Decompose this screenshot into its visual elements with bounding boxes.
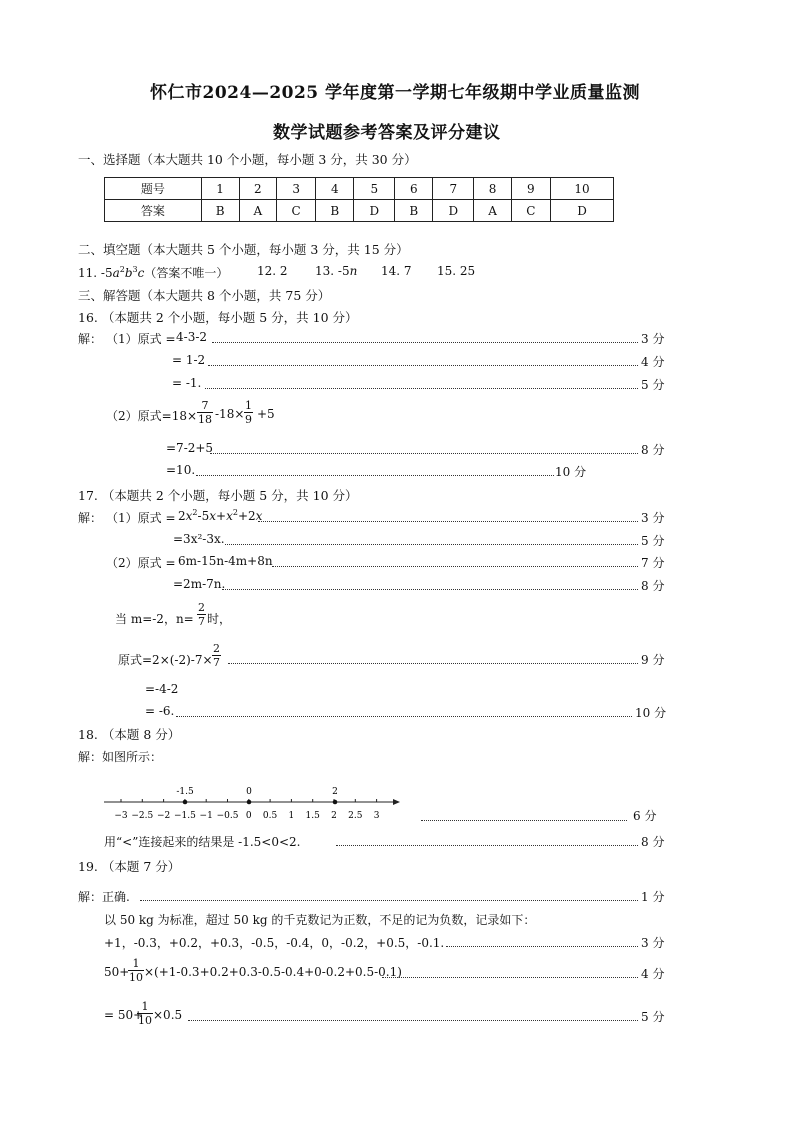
points-label: 1 分 xyxy=(641,890,665,904)
table-cell: B xyxy=(395,200,433,222)
number-line xyxy=(100,782,410,824)
table-cell: B xyxy=(316,200,354,222)
q17-p1-label: （1）原式 = xyxy=(106,511,176,525)
fraction-denominator: 10 xyxy=(138,1014,152,1027)
table-row xyxy=(105,200,614,222)
fraction xyxy=(244,400,253,425)
answer-11-note: （答案不唯一） xyxy=(144,266,229,280)
fraction xyxy=(137,1001,153,1026)
table-cell: 1 xyxy=(201,178,239,200)
table-cell: 8 xyxy=(474,178,511,200)
point-marker xyxy=(247,800,252,805)
leader-dots xyxy=(188,1020,638,1021)
fraction-numerator: 1 xyxy=(245,399,252,412)
q17-condition: 当 m=-2，n= xyxy=(115,612,194,626)
q17-substitute: 原式=2×(-2)-7× xyxy=(118,653,213,667)
q16-p1-line2: = 1-2 xyxy=(172,353,206,367)
point-marker xyxy=(333,800,338,805)
section-1-heading: 一、选择题（本大题共 10 个小题，每小题 3 分，共 30 分） xyxy=(78,152,417,167)
point-label: -1.5 xyxy=(176,787,194,797)
q16-p2-line3: =10. xyxy=(166,463,196,477)
points-label: 10 分 xyxy=(555,465,587,479)
point-label: 2 xyxy=(332,787,338,797)
table-cell: D xyxy=(354,200,395,222)
table-cell: C xyxy=(276,200,315,222)
points-label: 3 分 xyxy=(641,936,665,950)
table-cell: A xyxy=(474,200,511,222)
q17-p1-line2: =3x²-3x. xyxy=(173,532,225,546)
tick-label: 0.5 xyxy=(262,811,278,821)
q16-p1-label: （1）原式 = xyxy=(106,332,176,346)
answer-13-num: 13. -5 xyxy=(315,264,350,278)
q19-line4-pre: 50+ xyxy=(104,965,130,979)
answer-table xyxy=(104,177,614,222)
tick-label: 1 xyxy=(288,811,295,821)
leader-dots xyxy=(210,453,638,454)
q19-line5-post: ×0.5 xyxy=(153,1008,183,1022)
leader-dots xyxy=(205,388,638,389)
answer-12: 12. 2 xyxy=(257,264,288,278)
fraction-numerator: 2 xyxy=(213,642,220,655)
points-label: 7 分 xyxy=(641,556,665,570)
points-label: 4 分 xyxy=(641,355,665,369)
tick-label: 3 xyxy=(373,811,380,821)
fraction-numerator: 7 xyxy=(201,399,209,412)
leader-dots xyxy=(336,845,638,846)
q19-line4-post: ×(+1-0.3+0.2+0.3-0.5-0.4+0-0.2+0.5-0.1) xyxy=(144,965,402,979)
table-cell: 5 xyxy=(354,178,395,200)
table-cell: 6 xyxy=(395,178,433,200)
q17-heading: 17. （本题共 2 个小题，每小题 5 分，共 10 分） xyxy=(78,488,358,503)
tick-label: −2 xyxy=(156,811,171,821)
leader-dots xyxy=(222,589,638,590)
q18-intro: 解：如图所示： xyxy=(78,750,163,764)
points-label: 6 分 xyxy=(633,809,657,823)
tick-label: 2 xyxy=(331,811,337,821)
q17-line-a: =-4-2 xyxy=(145,682,179,696)
q18-result: 用“<”连接起来的结果是 -1.5<0<2. xyxy=(104,835,301,849)
page-title: 怀仁市2024—2025 学年度第一学期七年级期中学业质量监测 xyxy=(150,83,641,103)
fraction-denominator: 9 xyxy=(245,413,252,426)
table-cell: 题号 xyxy=(105,178,202,200)
leader-dots xyxy=(258,521,638,522)
fraction xyxy=(197,400,213,425)
section-3-heading: 三、解答题（本大题共 8 个小题，共 75 分） xyxy=(78,288,331,303)
q19-line1: 解：正确. xyxy=(78,890,130,904)
page-subtitle: 数学试题参考答案及评分建议 xyxy=(273,123,501,143)
points-label: 8 分 xyxy=(641,579,665,593)
tick-label: 1.5 xyxy=(305,811,320,821)
fraction xyxy=(212,643,221,668)
tick-label: 0 xyxy=(245,811,252,821)
table-cell: 7 xyxy=(433,178,474,200)
table-cell: D xyxy=(551,200,614,222)
q19-heading: 19. （本题 7 分） xyxy=(78,859,181,874)
q17-p2-line2: =2m-7n. xyxy=(173,577,226,591)
leader-dots xyxy=(228,663,638,664)
answer-15: 15. 25 xyxy=(437,264,476,278)
leader-dots xyxy=(446,946,638,947)
table-cell: 2 xyxy=(239,178,276,200)
points-label: 5 分 xyxy=(641,534,665,548)
q19-line3: +1，-0.3，+0.2，+0.3，-0.5，-0.4，0，-0.2，+0.5，-0.1. xyxy=(104,936,445,950)
leader-dots xyxy=(421,820,627,821)
fraction-denominator: 10 xyxy=(129,971,143,984)
table-cell: C xyxy=(511,200,550,222)
q16-p2-line2: =7-2+5 xyxy=(166,441,214,455)
tick-label: 2.5 xyxy=(348,811,363,821)
fraction-denominator: 7 xyxy=(213,656,220,669)
q17-p2-line1: 6m-15n-4m+8n xyxy=(178,554,273,568)
fraction-numerator: 2 xyxy=(198,601,205,614)
table-cell: 4 xyxy=(316,178,354,200)
q16-p1-line1: 4-3-2 xyxy=(176,330,208,344)
points-label: 3 分 xyxy=(641,332,665,346)
points-label: 8 分 xyxy=(641,835,665,849)
arrow-icon xyxy=(393,799,400,805)
fraction-numerator: 1 xyxy=(132,957,140,970)
tick-label: −0.5 xyxy=(216,811,239,821)
leader-dots xyxy=(208,365,638,366)
answer-13-var: n xyxy=(349,264,358,278)
fraction xyxy=(128,958,144,983)
leader-dots xyxy=(196,475,554,476)
tick-label: −1.5 xyxy=(173,811,196,821)
leader-dots xyxy=(225,544,638,545)
table-cell: B xyxy=(201,200,239,222)
q17-p1-line1: $2x^2-5x+x^2+2x$ xyxy=(178,508,263,523)
q17-condition-end: 时， xyxy=(207,612,232,626)
tick-label: −1 xyxy=(199,811,213,821)
table-cell: D xyxy=(433,200,474,222)
leader-dots xyxy=(176,716,632,717)
points-label: 10 分 xyxy=(635,706,667,720)
points-label: 3 分 xyxy=(641,511,665,525)
tick-label: −2.5 xyxy=(131,811,154,821)
q17-line-b: = -6. xyxy=(145,704,175,718)
q18-heading: 18. （本题 8 分） xyxy=(78,727,181,742)
answer-14: 14. 7 xyxy=(381,264,412,278)
q17-p2-label: （2）原式 = xyxy=(106,556,176,570)
fraction xyxy=(197,602,206,627)
answer-11-num: 11. -5 xyxy=(78,266,113,280)
q16-jie: 解： xyxy=(78,332,103,346)
points-label: 9 分 xyxy=(641,653,665,667)
table-cell: A xyxy=(239,200,276,222)
leader-dots xyxy=(212,342,638,343)
leader-dots xyxy=(272,566,638,567)
leader-dots xyxy=(140,900,638,901)
q19-line2: 以 50 kg 为标准，超过 50 kg 的千克数记为正数，不足的记为负数，记录如下： xyxy=(104,913,536,927)
points-label: 5 分 xyxy=(641,378,665,392)
leader-dots xyxy=(382,977,638,978)
q19-line5-pre: = 50+ xyxy=(104,1008,144,1022)
points-label: 4 分 xyxy=(641,967,665,981)
answer-13 xyxy=(315,264,357,278)
table-cell: 答案 xyxy=(105,200,202,222)
q16-p2-mid: -18× xyxy=(215,407,245,421)
q16-p2-end: +5 xyxy=(257,407,275,421)
table-cell: 9 xyxy=(511,178,550,200)
q16-p2-label: （2）原式=18× xyxy=(106,409,198,423)
tick-label: −3 xyxy=(114,811,128,821)
q16-heading: 16. （本题共 2 个小题，每小题 5 分，共 10 分） xyxy=(78,310,358,325)
q17-jie: 解： xyxy=(78,511,103,525)
fraction-denominator: 18 xyxy=(198,413,212,426)
point-label: 0 xyxy=(246,787,252,797)
point-marker xyxy=(183,800,188,805)
section-2-heading: 二、填空题（本大题共 5 个小题，每小题 3 分，共 15 分） xyxy=(78,242,409,257)
fraction-numerator: 1 xyxy=(141,1000,149,1013)
table-cell: 10 xyxy=(551,178,614,200)
fraction-denominator: 7 xyxy=(198,615,205,628)
table-cell: 3 xyxy=(276,178,315,200)
q16-p1-line3: = -1. xyxy=(172,376,202,390)
table-row xyxy=(105,178,614,200)
answer-11: 11. $-5a^2b^3c$（答案不唯一） xyxy=(78,265,229,280)
points-label: 8 分 xyxy=(641,443,665,457)
points-label: 5 分 xyxy=(641,1010,665,1024)
